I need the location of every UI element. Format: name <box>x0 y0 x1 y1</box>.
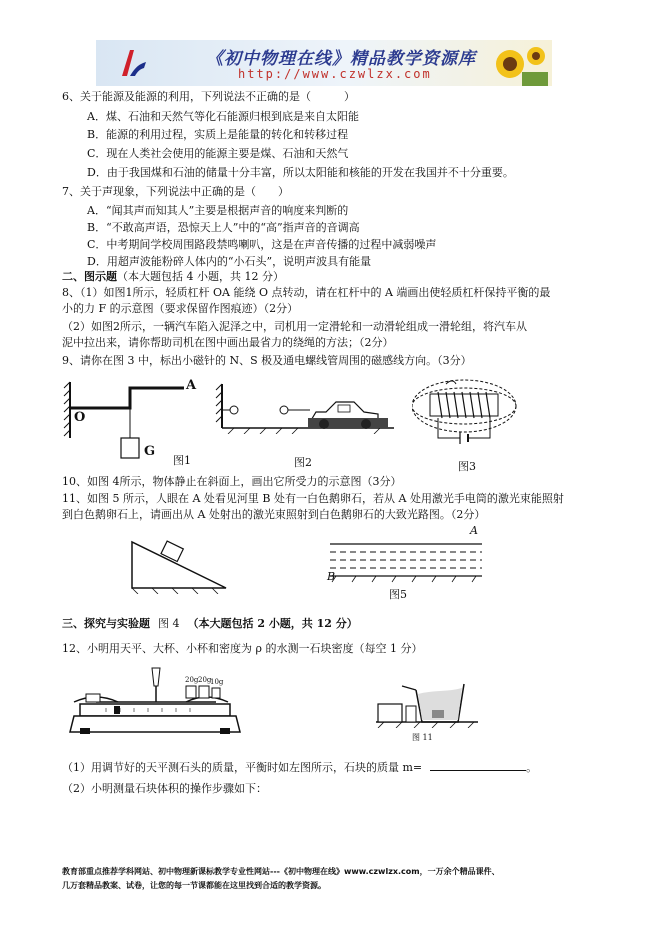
figure-11-overflow-cup <box>372 676 482 728</box>
q12-sub2: （2）小明测量石块体积的操作步骤如下： <box>62 782 267 795</box>
q8-line4: 泥中拉出来，请你帮助司机在图中画出最省力的绕绳的方法；（2分） <box>62 336 394 349</box>
section3-heading <box>62 617 358 631</box>
q7-option-b: B．“不敢高声语，恐惊天上人”中的“高”指声音的音调高 <box>87 221 360 234</box>
q8-line3: （2）如图2所示，一辆汽车陷入泥泽之中，司机用一定滑轮和一动滑轮组成一滑轮组，将汽车从 <box>62 320 527 333</box>
fig5-label-b: B <box>327 570 336 583</box>
q6-stem: 6、关于能源及能源的利用，下列说法不正确的是（ ） <box>62 90 355 103</box>
sunflower-icon <box>488 42 548 86</box>
figure-balance <box>66 662 246 736</box>
weight-label-2: 20g <box>198 676 212 684</box>
q6-option-d: D．由于我国煤和石油的储量十分丰富，所以太阳能和核能的开发在我国并不十分重要。 <box>87 166 514 179</box>
header-url: http://www.czwlzx.com <box>238 67 432 81</box>
q10-text: 10、如图 4所示，物体静止在斜面上，画出它所受力的示意图（3分） <box>62 475 402 488</box>
q11-line1: 11、如图 5 所示，人眼在 A 处看见河里 B 处有一白色鹅卵石，若从 A 处用激光手电筒的激光束能照射 <box>62 492 564 505</box>
fig5-label-a: A <box>470 524 478 537</box>
q6-option-a: A．煤、石油和天然气等化石能源归根到底是来自太阳能 <box>87 110 359 123</box>
mass-answer-blank[interactable] <box>430 760 526 771</box>
q9-text: 9、请你在图 3 中，标出小磁针的 N、S 极及通电螺线管周围的磁感线方向。（3分） <box>62 354 472 367</box>
q12-sub1 <box>62 760 537 775</box>
fig2-caption: 图2 <box>294 456 312 469</box>
q12-sub1-suffix: 。 <box>526 761 538 774</box>
weight-label-1: 20g <box>185 676 199 684</box>
section2-title: 二、图示题 <box>62 270 117 283</box>
weight-label-3: 10g <box>210 678 224 686</box>
figure-3-solenoid <box>412 376 520 458</box>
figure-5-river <box>322 534 486 586</box>
q7-option-d: D．用超声波能粉碎人体内的“小石头”，说明声波具有能量 <box>87 255 372 268</box>
footer-line1: 教育部重点推荐学科网站、初中物理新课标教学专业性网站---《初中物理在线》www.czwlzx.com，一万余个精品课件、 <box>62 867 500 876</box>
site-logo-icon <box>116 46 150 80</box>
fig3-caption: 图3 <box>458 460 476 473</box>
q7-stem: 7、关于声现象，下列说法中正确的是（ ） <box>62 185 289 198</box>
fig1-label-o: O <box>74 410 86 425</box>
q8-line1: 8、（1）如图1所示，轻质杠杆 OA 能绕 O 点转动，请在杠杆中的 A 端画出使轻质杠杆保持平衡的最 <box>62 286 551 299</box>
section3-note: （本大题包括 2 小题，共 12 分） <box>187 617 358 630</box>
q12-sub1-prefix: （1）用调节好的天平测石头的质量，平衡时如左图所示，石块的质量 m= <box>62 761 423 774</box>
q7-option-a: A．“闻其声而知其人”主要是根据声音的响度来判断的 <box>87 204 349 217</box>
footer-line2: 几万套精品教案、试卷，让您的每一节课都能在这里找到合适的教学资源。 <box>62 881 326 890</box>
header-banner <box>96 40 552 86</box>
header-title: 《初中物理在线》精品教学资源库 <box>206 49 476 69</box>
q6-option-c: C．现在人类社会使用的能源主要是煤、石油和天然气 <box>87 147 349 160</box>
fig1-caption: 图1 <box>173 454 191 467</box>
fig11-caption: 图 11 <box>412 733 433 742</box>
figure-4-incline <box>126 534 230 594</box>
q12-stem: 12、小明用天平、大杯、小杯和密度为 ρ 的水测一石块密度（每空 1 分） <box>62 642 423 655</box>
fig5-caption: 图5 <box>389 588 407 601</box>
fig1-label-a: A <box>186 378 197 393</box>
section2-note: （本大题包括 4 小题，共 12 分） <box>117 270 284 283</box>
q7-option-c: C．中考期间学校周围路段禁鸣喇叭，这是在声音传播的过程中减弱噪声 <box>87 238 437 251</box>
fig4-caption: 图 4 <box>158 617 180 630</box>
fig1-label-g: G <box>144 444 156 459</box>
section2-heading <box>62 270 284 284</box>
q11-line2: 到白色鹅卵石上，请画出从 A 处射出的激光束照射到白色鹅卵石的大致光路图。（2分） <box>62 508 486 521</box>
section3-title: 三、探究与实验题 <box>62 617 150 630</box>
q8-line2: 小的力 F 的示意图（要求保留作图痕迹）（2分） <box>62 302 299 315</box>
q6-option-b: B．能源的利用过程，实质上是能量的转化和转移过程 <box>87 128 349 141</box>
figure-2-car-pulley <box>214 380 400 434</box>
